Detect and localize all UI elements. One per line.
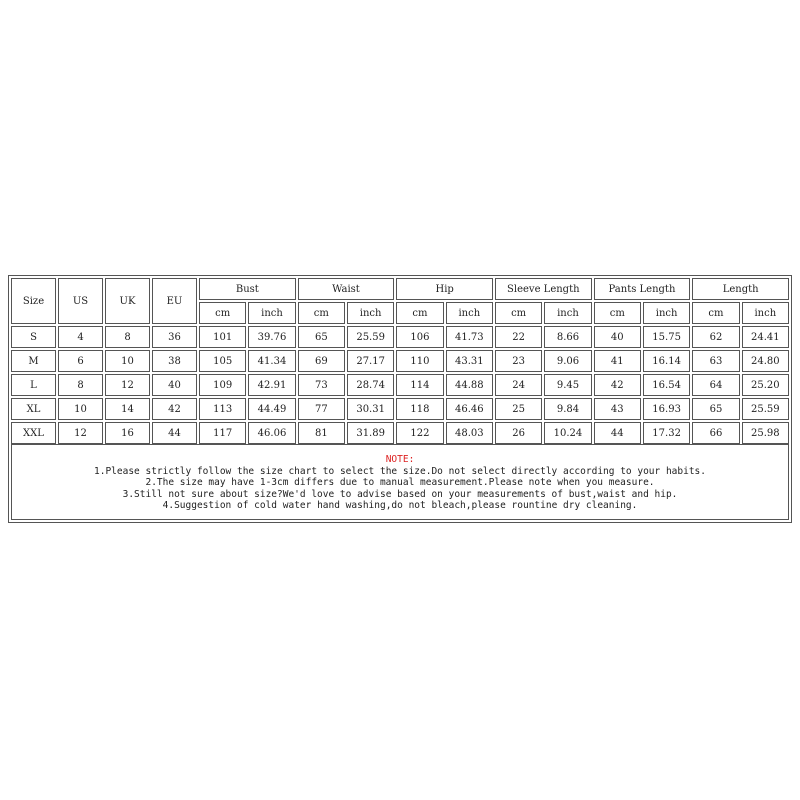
table-cell: 23: [495, 350, 542, 372]
table-cell: S: [11, 326, 56, 348]
header-bust-cm: cm: [199, 302, 246, 324]
table-cell: 64: [692, 374, 739, 396]
table-cell: 110: [396, 350, 443, 372]
table-cell: 69: [298, 350, 345, 372]
table-cell: 9.45: [544, 374, 591, 396]
table-cell: 24: [495, 374, 542, 396]
table-cell: 41: [594, 350, 641, 372]
header-hip-cm: cm: [396, 302, 443, 324]
header-waist-cm: cm: [298, 302, 345, 324]
table-cell: 36: [152, 326, 197, 348]
header-uk: UK: [105, 278, 150, 324]
header-hip-inch: inch: [446, 302, 493, 324]
table-cell: 42: [594, 374, 641, 396]
table-cell: 113: [199, 398, 246, 420]
table-cell: 12: [58, 422, 103, 444]
table-cell: 28.74: [347, 374, 394, 396]
table-cell: 9.84: [544, 398, 591, 420]
table-cell: 31.89: [347, 422, 394, 444]
table-cell: 39.76: [248, 326, 295, 348]
table-cell: 40: [594, 326, 641, 348]
table-cell: 17.32: [643, 422, 690, 444]
table-cell: 16.14: [643, 350, 690, 372]
table-cell: 44: [152, 422, 197, 444]
table-row: [11, 398, 789, 420]
table-cell: 73: [298, 374, 345, 396]
table-cell: 26: [495, 422, 542, 444]
table-cell: 24.80: [742, 350, 789, 372]
table-cell: 43.31: [446, 350, 493, 372]
table-cell: 16: [105, 422, 150, 444]
table-cell: 65: [692, 398, 739, 420]
table-cell: 44: [594, 422, 641, 444]
header-waist: Waist: [298, 278, 395, 300]
table-cell: 16.54: [643, 374, 690, 396]
header-bust: Bust: [199, 278, 296, 300]
table-cell: 48.03: [446, 422, 493, 444]
header-length-inch: inch: [742, 302, 789, 324]
header-pants-cm: cm: [594, 302, 641, 324]
table-cell: 41.73: [446, 326, 493, 348]
table-cell: 38: [152, 350, 197, 372]
table-cell: 10.24: [544, 422, 591, 444]
table-cell: XXL: [11, 422, 56, 444]
table-cell: 27.17: [347, 350, 394, 372]
table-cell: 8.66: [544, 326, 591, 348]
table-cell: 12: [105, 374, 150, 396]
table-row: [11, 422, 789, 444]
table-cell: 46.06: [248, 422, 295, 444]
table-cell: 10: [58, 398, 103, 420]
table-cell: 25: [495, 398, 542, 420]
table-cell: 6: [58, 350, 103, 372]
table-cell: 114: [396, 374, 443, 396]
header-row-groups: [11, 278, 789, 300]
table-cell: 106: [396, 326, 443, 348]
table-cell: 24.41: [742, 326, 789, 348]
table-cell: 40: [152, 374, 197, 396]
table-cell: 4: [58, 326, 103, 348]
table-cell: L: [11, 374, 56, 396]
size-table: [9, 276, 791, 446]
header-sleeve-inch: inch: [544, 302, 591, 324]
table-row: [11, 326, 789, 348]
table-cell: 10: [105, 350, 150, 372]
table-cell: 15.75: [643, 326, 690, 348]
table-cell: 105: [199, 350, 246, 372]
header-hip: Hip: [396, 278, 493, 300]
table-cell: 42.91: [248, 374, 295, 396]
table-cell: 122: [396, 422, 443, 444]
header-waist-inch: inch: [347, 302, 394, 324]
table-cell: 66: [692, 422, 739, 444]
header-pants-inch: inch: [643, 302, 690, 324]
table-cell: 65: [298, 326, 345, 348]
table-cell: 46.46: [446, 398, 493, 420]
table-cell: 62: [692, 326, 739, 348]
header-sleeve-length: Sleeve Length: [495, 278, 592, 300]
notes-box: [11, 444, 789, 520]
header-bust-inch: inch: [248, 302, 295, 324]
table-cell: 16.93: [643, 398, 690, 420]
table-cell: 118: [396, 398, 443, 420]
note-line: 1.Please strictly follow the size chart to select the size.Do not select directly according to your habits.: [94, 465, 706, 477]
table-cell: M: [11, 350, 56, 372]
header-us: US: [58, 278, 103, 324]
note-line: 3.Still not sure about size?We'd love to advise based on your measurements of bust,waist and hip.: [122, 488, 678, 500]
header-size: Size: [11, 278, 56, 324]
table-cell: 44.49: [248, 398, 295, 420]
table-cell: 30.31: [347, 398, 394, 420]
note-line: 2.The size may have 1-3cm differs due to manual measurement.Please note when you measure.: [145, 477, 655, 488]
header-pants-length: Pants Length: [594, 278, 691, 300]
header-length: Length: [692, 278, 789, 300]
table-cell: 41.34: [248, 350, 295, 372]
table-cell: 77: [298, 398, 345, 420]
note-title: NOTE:: [385, 454, 415, 465]
table-cell: 25.59: [347, 326, 394, 348]
table-cell: 43: [594, 398, 641, 420]
table-cell: 81: [298, 422, 345, 444]
table-cell: 22: [495, 326, 542, 348]
table-row: [11, 350, 789, 372]
size-chart: [8, 275, 792, 523]
table-cell: 14: [105, 398, 150, 420]
header-eu: EU: [152, 278, 197, 324]
table-cell: 8: [58, 374, 103, 396]
table-cell: 25.98: [742, 422, 789, 444]
table-cell: 9.06: [544, 350, 591, 372]
table-cell: 117: [199, 422, 246, 444]
note-line: 4.Suggestion of cold water hand washing,do not bleach,please rountine dry cleaning.: [162, 500, 638, 511]
table-cell: 25.20: [742, 374, 789, 396]
table-cell: 63: [692, 350, 739, 372]
table-cell: 44.88: [446, 374, 493, 396]
table-cell: 42: [152, 398, 197, 420]
table-cell: 8: [105, 326, 150, 348]
header-length-cm: cm: [692, 302, 739, 324]
table-cell: XL: [11, 398, 56, 420]
table-cell: 109: [199, 374, 246, 396]
table-row: [11, 374, 789, 396]
table-cell: 101: [199, 326, 246, 348]
table-cell: 25.59: [742, 398, 789, 420]
header-sleeve-cm: cm: [495, 302, 542, 324]
